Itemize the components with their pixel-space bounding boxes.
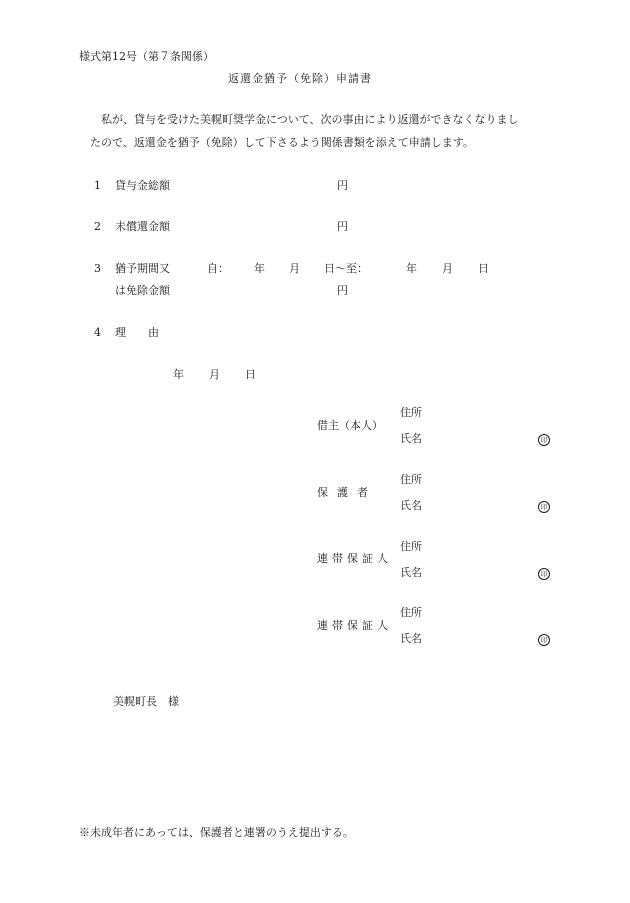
item-3-from: 自： xyxy=(207,262,229,275)
item-4-number: 4 xyxy=(94,326,101,339)
seal-mark: 印 xyxy=(538,434,550,446)
item-3-unit: 円 xyxy=(337,284,348,297)
item-3-day-to: 日～至： xyxy=(324,262,368,275)
signatory-1-seal xyxy=(538,432,550,446)
form-number: 様式第12号（第７条関係） xyxy=(79,50,214,63)
item-3-month-from: 月 xyxy=(289,262,300,275)
signatory-3-address-label: 住所 xyxy=(400,540,422,553)
date-day: 日 xyxy=(245,368,256,381)
signatory-3-name-label: 氏名 xyxy=(400,566,422,579)
date-month: 月 xyxy=(209,368,220,381)
signatory-4-role: 連帯保証人 xyxy=(317,619,392,632)
item-1-label: 貸与金総額 xyxy=(115,179,170,192)
signatory-3-seal xyxy=(538,566,550,580)
signatory-2-address-label: 住所 xyxy=(400,473,422,486)
addressee: 美幌町長 様 xyxy=(113,695,179,708)
item-3-year-from: 年 xyxy=(254,262,265,275)
item-1-unit: 円 xyxy=(337,179,348,192)
signatory-2-seal xyxy=(538,499,550,513)
signatory-4-address-label: 住所 xyxy=(400,606,422,619)
signatory-1-name-label: 氏名 xyxy=(400,432,422,445)
item-3-label-line-1: 猶予期間又 xyxy=(115,262,170,275)
item-2-label: 未償還金額 xyxy=(115,220,170,233)
item-3-month-to: 月 xyxy=(442,262,453,275)
intro-line-2: たので、返還金を猶予（免除）して下さるよう関係書類を添えて申請します。 xyxy=(90,136,474,149)
document-title: 返還金猶予（免除）申請書 xyxy=(228,72,372,85)
date-year: 年 xyxy=(173,368,184,381)
signatory-3-role: 連帯保証人 xyxy=(317,552,392,565)
seal-mark: 印 xyxy=(538,501,550,513)
intro-line-1: 私が、貸与を受けた美幌町奨学金について、次の事由により返還ができなくなりまし xyxy=(101,113,519,126)
item-2-unit: 円 xyxy=(337,220,348,233)
item-3-day-end: 日 xyxy=(478,262,489,275)
signatory-2-name-label: 氏名 xyxy=(400,499,422,512)
item-2-number: 2 xyxy=(94,220,101,233)
footnote: ※未成年者にあっては、保護者と連署のうえ提出する。 xyxy=(79,826,354,839)
item-1-number: 1 xyxy=(94,179,101,192)
signatory-4-seal xyxy=(538,632,550,646)
seal-mark: 印 xyxy=(538,634,550,646)
item-4-label: 理 由 xyxy=(115,326,159,339)
item-3-number: 3 xyxy=(94,262,101,275)
seal-mark: 印 xyxy=(538,568,550,580)
signatory-2-role: 保護者 xyxy=(317,486,377,499)
item-3-year-to: 年 xyxy=(406,262,417,275)
signatory-1-address-label: 住所 xyxy=(400,406,422,419)
signatory-1-role: 借主（本人） xyxy=(317,419,383,432)
signatory-4-name-label: 氏名 xyxy=(400,632,422,645)
item-3-label-line-2: は免除金額 xyxy=(115,284,170,297)
